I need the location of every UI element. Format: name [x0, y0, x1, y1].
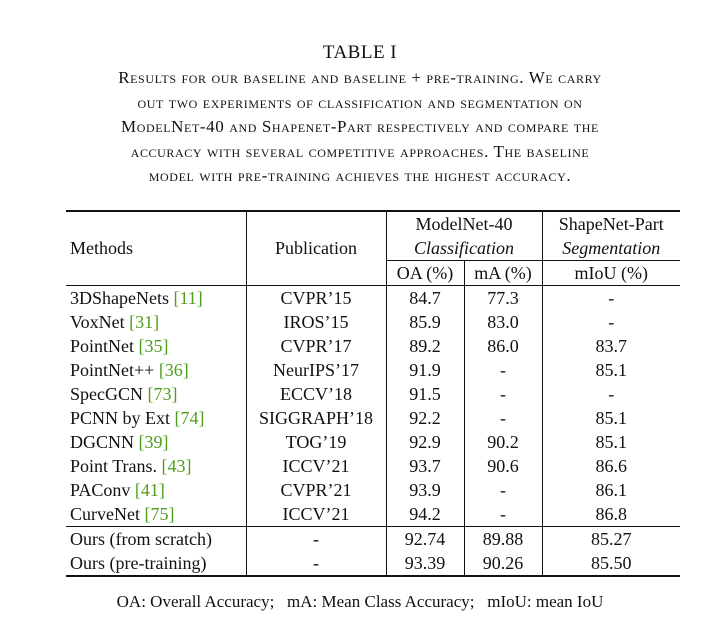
method-name: PAConv: [70, 479, 135, 500]
header-shapenet: ShapeNet-Part: [542, 211, 680, 236]
citation-ref: [31]: [129, 311, 160, 332]
miou-cell: 85.27: [542, 527, 680, 552]
citation-ref: [43]: [161, 455, 192, 476]
ma-cell: -: [464, 478, 542, 502]
publication-cell: ICCV’21: [246, 454, 386, 478]
citation-ref: [74]: [174, 407, 205, 428]
ma-cell: 90.2: [464, 430, 542, 454]
method-name: 3DShapeNets: [70, 287, 174, 308]
table-row: [66, 406, 680, 430]
method-cell: Ours (from scratch): [66, 527, 246, 552]
publication-cell: ECCV’18: [246, 382, 386, 406]
method-cell: [66, 358, 246, 382]
caption-line: model with pre-training achieves the highest accuracy.: [148, 166, 572, 185]
ma-cell: 86.0: [464, 334, 542, 358]
miou-cell: 86.8: [542, 502, 680, 527]
table-row: [66, 454, 680, 478]
method-name: VoxNet: [70, 311, 130, 332]
method-name: Point Trans.: [70, 455, 162, 476]
citation-ref: [39]: [138, 431, 169, 452]
table-row: [66, 310, 680, 334]
oa-cell: 85.9: [386, 310, 464, 334]
publication-cell: CVPR’15: [246, 286, 386, 311]
miou-cell: -: [542, 310, 680, 334]
caption-line: accuracy with several competitive approaches. The baseline: [130, 141, 590, 161]
ma-cell: -: [464, 358, 542, 382]
method-cell: [66, 286, 246, 311]
ma-cell: -: [464, 406, 542, 430]
ma-cell: 89.88: [464, 527, 542, 552]
method-cell: Ours (pre-training): [66, 551, 246, 576]
miou-cell: 86.1: [542, 478, 680, 502]
method-cell: [66, 334, 246, 358]
publication-cell: CVPR’21: [246, 478, 386, 502]
header-ma: mA (%): [464, 261, 542, 286]
citation-ref: [36]: [158, 359, 189, 380]
table-row: [66, 502, 680, 527]
table-row: [66, 286, 680, 311]
publication-cell: -: [246, 527, 386, 552]
oa-cell: 92.2: [386, 406, 464, 430]
table-row: [66, 382, 680, 406]
miou-cell: 85.1: [542, 406, 680, 430]
method-cell: [66, 502, 246, 527]
oa-cell: 93.39: [386, 551, 464, 576]
oa-cell: 93.7: [386, 454, 464, 478]
citation-ref: [73]: [147, 383, 178, 404]
miou-cell: 83.7: [542, 334, 680, 358]
table-row-ours: [66, 551, 680, 576]
ma-cell: 90.6: [464, 454, 542, 478]
method-name: DGCNN: [70, 431, 139, 452]
ma-cell: 83.0: [464, 310, 542, 334]
miou-cell: -: [542, 286, 680, 311]
citation-ref: [41]: [134, 479, 165, 500]
oa-cell: 92.9: [386, 430, 464, 454]
results-table: [66, 210, 680, 577]
table-caption: [20, 66, 700, 189]
caption-line: ModelNet-40 and Shapenet-Part respectively and compare the: [121, 117, 599, 136]
oa-cell: 92.74: [386, 527, 464, 552]
citation-ref: [11]: [173, 287, 203, 308]
header-publication: Publication: [246, 211, 386, 286]
miou-cell: 85.1: [542, 430, 680, 454]
table-title: TABLE I: [322, 42, 398, 63]
ma-cell: 90.26: [464, 551, 542, 576]
method-cell: [66, 454, 246, 478]
header-modelnet: ModelNet-40: [386, 211, 542, 236]
oa-cell: 84.7: [386, 286, 464, 311]
table-row-ours: [66, 527, 680, 552]
miou-cell: 85.50: [542, 551, 680, 576]
caption-line: Results for our baseline and baseline + pre-training. We carry: [118, 68, 602, 87]
ma-cell: 77.3: [464, 286, 542, 311]
publication-cell: SIGGRAPH’18: [246, 406, 386, 430]
publication-cell: CVPR’17: [246, 334, 386, 358]
oa-cell: 89.2: [386, 334, 464, 358]
citation-ref: [75]: [144, 503, 175, 524]
publication-cell: -: [246, 551, 386, 576]
method-name: SpecGCN: [70, 383, 148, 404]
method-cell: [66, 430, 246, 454]
oa-cell: 94.2: [386, 502, 464, 527]
header-methods: Methods: [66, 211, 246, 286]
method-name: CurveNet: [70, 503, 145, 524]
method-name: PointNet++: [70, 359, 159, 380]
table-row: [66, 334, 680, 358]
oa-cell: 93.9: [386, 478, 464, 502]
header-classification: Classification: [386, 236, 542, 261]
header-miou: mIoU (%): [542, 261, 680, 286]
method-name: PointNet: [70, 335, 139, 356]
publication-cell: ICCV’21: [246, 502, 386, 527]
table-footnote: OA: Overall Accuracy; mA: Mean Class Accuracy; mIoU: mean IoU: [116, 592, 604, 611]
oa-cell: 91.5: [386, 382, 464, 406]
ma-cell: -: [464, 502, 542, 527]
miou-cell: -: [542, 382, 680, 406]
miou-cell: 86.6: [542, 454, 680, 478]
method-name: PCNN by Ext: [70, 407, 175, 428]
table-row: [66, 478, 680, 502]
publication-cell: NeurIPS’17: [246, 358, 386, 382]
header-oa: OA (%): [386, 261, 464, 286]
publication-cell: IROS’15: [246, 310, 386, 334]
method-cell: [66, 406, 246, 430]
method-cell: [66, 478, 246, 502]
table-row: [66, 430, 680, 454]
method-cell: [66, 310, 246, 334]
table-row: [66, 358, 680, 382]
miou-cell: 85.1: [542, 358, 680, 382]
ma-cell: -: [464, 382, 542, 406]
caption-line: out two experiments of classification and segmentation on: [137, 92, 583, 112]
method-cell: [66, 382, 246, 406]
citation-ref: [35]: [138, 335, 169, 356]
header-segmentation: Segmentation: [542, 236, 680, 261]
publication-cell: TOG’19: [246, 430, 386, 454]
oa-cell: 91.9: [386, 358, 464, 382]
